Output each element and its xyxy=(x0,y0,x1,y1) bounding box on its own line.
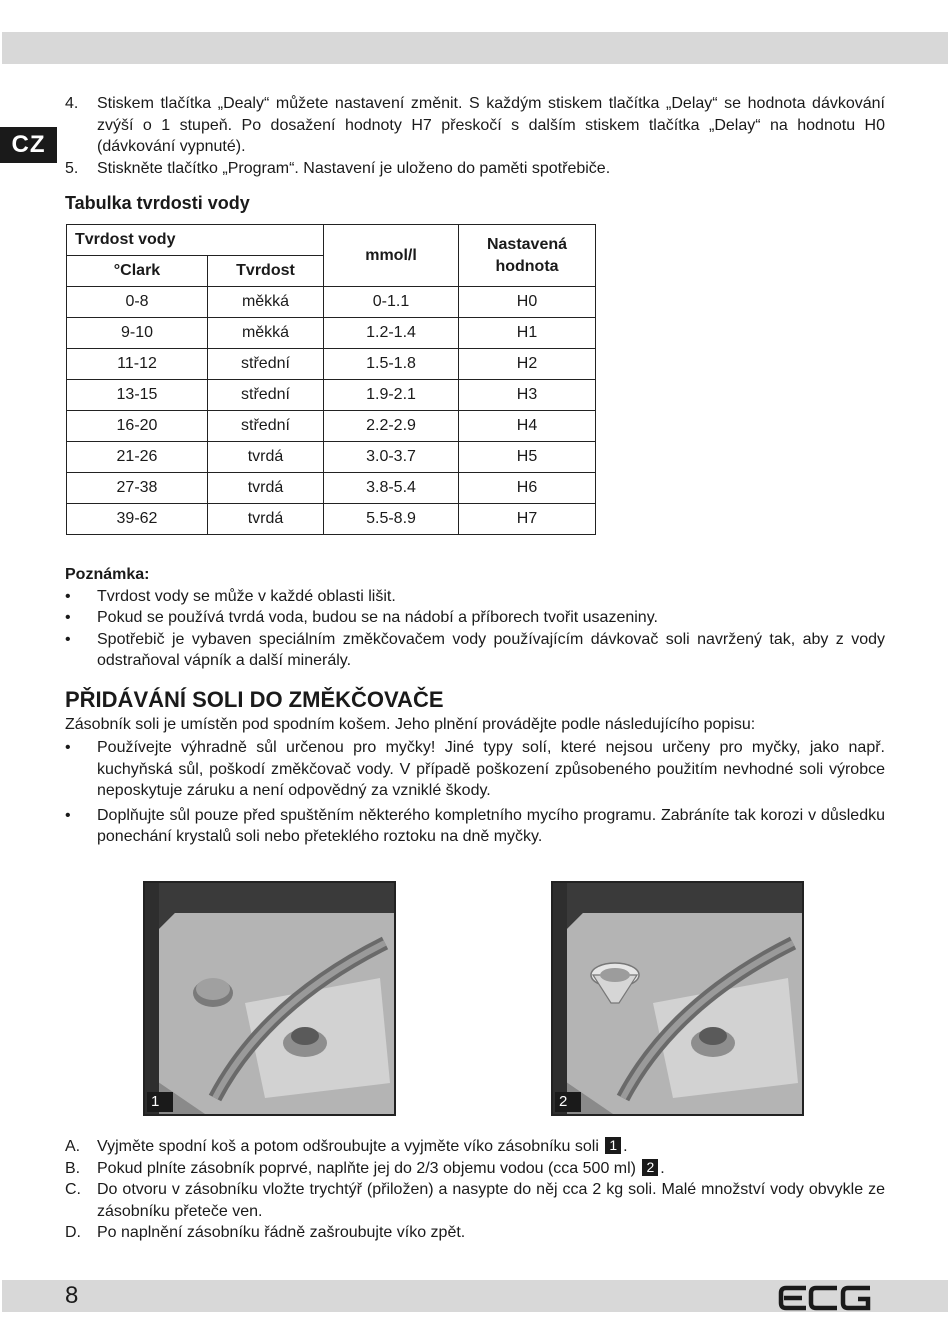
cell-tvrdost: tvrdá xyxy=(208,504,324,535)
note-item: • Pokud se používá tvrdá voda, budou se na nádobí a příborech tvořit usazeniny. xyxy=(65,607,885,629)
step-text: Stiskem tlačítka „Dealy“ můžete nastavení změnit. S každým stiskem tlačítka „Delay“ se hodnota dávkování zvýší o 1 stupeň. Po dosažení hodnoty H7 přeskočí s dalším stiskem tlačítka „Delay“ na hodnotu H0 (dávkování vypnuté). xyxy=(97,95,885,155)
step-text: Po naplnění zásobníku řádně zašroubujte víko zpět. xyxy=(97,1224,466,1241)
cell-mmol: 1.5-1.8 xyxy=(324,349,459,380)
table-row xyxy=(67,349,596,380)
photo-salt-container-cap xyxy=(143,881,396,1116)
figure-ref-badge: 2 xyxy=(642,1159,658,1176)
cell-clark: 39-62 xyxy=(67,504,208,535)
salt-item: • Doplňujte sůl pouze před spuštěním některého kompletního mycího programu. Zabráníte tak korozi v důsledku ponechání krystalů soli nebo přeteklého roztoku na dně myčky. xyxy=(65,805,885,848)
cell-tvrdost: tvrdá xyxy=(208,473,324,504)
cell-tvrdost: měkká xyxy=(208,287,324,318)
step-letter: A. xyxy=(65,1138,81,1155)
step-letter: C. xyxy=(65,1181,81,1198)
cell-clark: 21-26 xyxy=(67,442,208,473)
header-bar xyxy=(2,32,948,64)
table-header-tvrdost: Tvrdost xyxy=(208,256,324,287)
cell-value: H7 xyxy=(459,504,596,535)
salt-intro: Zásobník soli je umístěn pod spodním košem. Jeho plnění provádějte podle následujícího popisu: xyxy=(65,715,756,733)
cell-value: H4 xyxy=(459,411,596,442)
step-4 xyxy=(65,93,885,158)
cell-value: H3 xyxy=(459,380,596,411)
cell-value: H6 xyxy=(459,473,596,504)
table-group-header: Tvrdost vody xyxy=(67,225,324,256)
photo-label: 1 xyxy=(147,1092,173,1112)
table-row xyxy=(67,504,596,535)
step-text: Stiskněte tlačítko „Program“. Nastavení je uloženo do paměti spotřebiče. xyxy=(97,159,611,177)
step-d xyxy=(65,1222,885,1244)
language-tab: CZ xyxy=(0,127,57,163)
table-title: Tabulka tvrdosti vody xyxy=(65,193,250,213)
water-hardness-table xyxy=(66,224,596,535)
salt-heading: PŘIDÁVÁNÍ SOLI DO ZMĚKČOVAČE xyxy=(65,687,444,712)
cell-value: H2 xyxy=(459,349,596,380)
step-text: Do otvoru v zásobníku vložte trychtýř (přiložen) a nasypte do něj cca 2 kg soli. Malé množství vody obvykle ze zásobníku přeteče ven. xyxy=(97,1181,885,1220)
step-5 xyxy=(65,158,885,180)
salt-item: • Používejte výhradně sůl určenou pro myčky! Jiné typy solí, které nejsou určeny pro myčky, jako např. kuchyňská sůl, poškodí změkčovač vody. V případě poškození způsobeného použitím nevhodné soli výrobce neposkytuje záruku a není odpovědný za vzniklé škody. xyxy=(65,737,885,802)
cell-mmol: 3.8-5.4 xyxy=(324,473,459,504)
step-text: Vyjměte spodní koš a potom odšroubujte a vyjměte víko zásobníku soli xyxy=(97,1138,599,1155)
dishwasher-illustration xyxy=(145,883,394,1114)
cell-mmol: 1.2-1.4 xyxy=(324,318,459,349)
note-section xyxy=(65,564,885,672)
cell-tvrdost: střední xyxy=(208,349,324,380)
figure-ref-badge: 1 xyxy=(605,1137,621,1154)
cell-mmol: 2.2-2.9 xyxy=(324,411,459,442)
step-b xyxy=(65,1158,885,1180)
table-header-mmol: mmol/l xyxy=(324,225,459,287)
dishwasher-funnel-illustration xyxy=(553,883,802,1114)
steps-top xyxy=(65,93,885,179)
note-item: • Tvrdost vody se může v každé oblasti lišit. xyxy=(65,586,885,608)
table-row xyxy=(67,318,596,349)
cell-clark: 9-10 xyxy=(67,318,208,349)
cell-mmol: 1.9-2.1 xyxy=(324,380,459,411)
table-row xyxy=(67,411,596,442)
cell-clark: 0-8 xyxy=(67,287,208,318)
page-number: 8 xyxy=(65,1282,79,1309)
table-header-nastavena: Nastavená hodnota xyxy=(459,225,596,287)
cell-value: H0 xyxy=(459,287,596,318)
cell-tvrdost: střední xyxy=(208,380,324,411)
cell-tvrdost: střední xyxy=(208,411,324,442)
photo-funnel xyxy=(551,881,804,1116)
cell-value: H1 xyxy=(459,318,596,349)
cell-clark: 11-12 xyxy=(67,349,208,380)
table-row xyxy=(67,473,596,504)
step-letter: D. xyxy=(65,1224,81,1241)
note-title: Poznámka: xyxy=(65,566,150,583)
step-punct: . xyxy=(623,1138,628,1155)
cell-clark: 13-15 xyxy=(67,380,208,411)
step-number: 5. xyxy=(65,159,79,177)
cell-mmol: 3.0-3.7 xyxy=(324,442,459,473)
cell-tvrdost: tvrdá xyxy=(208,442,324,473)
cell-mmol: 0-1.1 xyxy=(324,287,459,318)
ecg-logo-graphic xyxy=(778,1285,872,1311)
steps-bottom xyxy=(65,1136,885,1244)
photo-label: 2 xyxy=(555,1092,581,1112)
step-letter: B. xyxy=(65,1159,81,1177)
step-c xyxy=(65,1179,885,1222)
table-row xyxy=(67,380,596,411)
step-text: Pokud plníte zásobník poprvé, naplňte jej do 2/3 objemu vodou (cca 500 ml) xyxy=(97,1159,636,1177)
note-item: • Spotřebič je vybaven speciálním změkčovačem vody používajícím dávkovač soli navržený tak, aby z vody odstraňoval vápník a další minerály. xyxy=(65,629,885,672)
table-title-wrap xyxy=(65,193,885,215)
cell-value: H5 xyxy=(459,442,596,473)
step-punct: . xyxy=(660,1159,665,1177)
cell-mmol: 5.5-8.9 xyxy=(324,504,459,535)
step-number: 4. xyxy=(65,95,79,112)
step-a xyxy=(65,1136,885,1158)
salt-section xyxy=(65,689,885,848)
ecg-logo xyxy=(778,1285,872,1316)
cell-clark: 16-20 xyxy=(67,411,208,442)
cell-tvrdost: měkká xyxy=(208,318,324,349)
table-row xyxy=(67,287,596,318)
cell-clark: 27-38 xyxy=(67,473,208,504)
table-row xyxy=(67,442,596,473)
table-header-clark: °Clark xyxy=(67,256,208,287)
